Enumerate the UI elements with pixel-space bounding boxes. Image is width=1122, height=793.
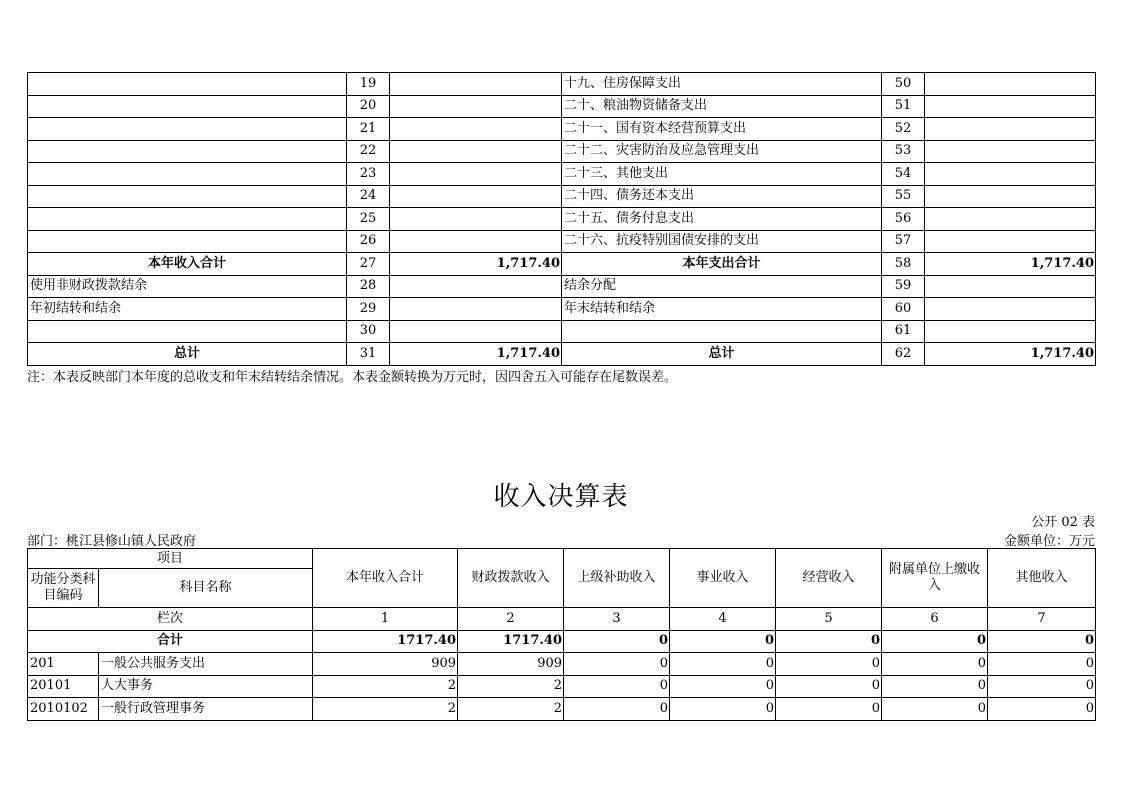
form-code: 公开 02 表 xyxy=(1031,515,1095,530)
amount-cell: 0 xyxy=(564,698,670,721)
amount-cell: 0 xyxy=(776,653,882,676)
line-number: 28 xyxy=(347,275,390,298)
line-number: 22 xyxy=(347,140,390,163)
amount-cell: 0 xyxy=(988,698,1096,721)
income-item-label: 本年收入合计 xyxy=(28,253,347,276)
amount-cell: 0 xyxy=(564,675,670,698)
expenditure-item-label: 二十一、国有资本经营预算支出 xyxy=(562,118,882,141)
line-number: 58 xyxy=(882,253,925,276)
header-col-4: 事业收入 xyxy=(670,549,776,608)
expenditure-item-label: 十九、住房保障支出 xyxy=(562,73,882,96)
subject-code: 201 xyxy=(28,653,99,676)
amount-cell: 2 xyxy=(458,675,564,698)
income-amount xyxy=(390,73,562,96)
table-row xyxy=(28,73,1096,96)
line-number: 61 xyxy=(882,320,925,343)
column-number: 5 xyxy=(776,608,882,631)
total-value: 0 xyxy=(882,630,988,653)
column-number: 3 xyxy=(564,608,670,631)
table-row xyxy=(28,298,1096,321)
header-name: 科目名称 xyxy=(99,569,313,608)
amount-cell: 0 xyxy=(882,675,988,698)
column-number: 7 xyxy=(988,608,1096,631)
income-amount xyxy=(390,208,562,231)
table-row xyxy=(28,230,1096,253)
expenditure-amount xyxy=(925,73,1096,96)
line-number: 62 xyxy=(882,343,925,366)
income-item-label xyxy=(28,73,347,96)
income-expenditure-summary-table xyxy=(27,72,1096,366)
amount-cell: 909 xyxy=(313,653,458,676)
line-number: 19 xyxy=(347,73,390,96)
column-number-label: 栏次 xyxy=(28,608,313,631)
amount-cell: 2 xyxy=(313,698,458,721)
department-label: 部门：桃江县修山镇人民政府 xyxy=(27,534,197,549)
expenditure-item-label: 二十五、债务付息支出 xyxy=(562,208,882,231)
expenditure-amount: 1,717.40 xyxy=(925,343,1096,366)
expenditure-item-label: 二十六、抗疫特别国债安排的支出 xyxy=(562,230,882,253)
income-amount xyxy=(390,298,562,321)
column-number: 2 xyxy=(458,608,564,631)
line-number: 54 xyxy=(882,163,925,186)
income-item-label xyxy=(28,230,347,253)
header-col-1: 本年收入合计 xyxy=(313,549,458,608)
total-row xyxy=(28,630,1096,653)
line-number: 27 xyxy=(347,253,390,276)
expenditure-amount xyxy=(925,118,1096,141)
header-col-6: 附属单位上缴收入 xyxy=(882,549,988,608)
income-item-label xyxy=(28,95,347,118)
expenditure-amount xyxy=(925,230,1096,253)
header-code: 功能分类科目编码 xyxy=(28,569,99,608)
table-row xyxy=(28,140,1096,163)
table-row xyxy=(28,653,1096,676)
income-item-label: 总计 xyxy=(28,343,347,366)
income-amount xyxy=(390,118,562,141)
amount-cell: 0 xyxy=(670,698,776,721)
amount-cell: 0 xyxy=(564,653,670,676)
amount-cell: 0 xyxy=(776,698,882,721)
column-number: 1 xyxy=(313,608,458,631)
income-item-label xyxy=(28,140,347,163)
expenditure-item-label: 结余分配 xyxy=(562,275,882,298)
subject-code: 2010102 xyxy=(28,698,99,721)
total-value: 0 xyxy=(988,630,1096,653)
table-row xyxy=(28,253,1096,276)
income-amount xyxy=(390,275,562,298)
amount-cell: 0 xyxy=(670,675,776,698)
income-item-label xyxy=(28,163,347,186)
line-number: 60 xyxy=(882,298,925,321)
total-value: 1717.40 xyxy=(458,630,564,653)
table-row xyxy=(28,118,1096,141)
total-value: 0 xyxy=(776,630,882,653)
line-number: 20 xyxy=(347,95,390,118)
page-title: 收入决算表 xyxy=(493,482,629,512)
line-number: 59 xyxy=(882,275,925,298)
column-number: 4 xyxy=(670,608,776,631)
amount-cell: 2 xyxy=(458,698,564,721)
expenditure-amount xyxy=(925,208,1096,231)
line-number: 56 xyxy=(882,208,925,231)
column-number-row xyxy=(28,608,1096,631)
income-amount xyxy=(390,320,562,343)
income-item-label: 年初结转和结余 xyxy=(28,298,347,321)
unit-label: 金额单位：万元 xyxy=(1003,534,1095,549)
income-item-label xyxy=(28,118,347,141)
line-number: 23 xyxy=(347,163,390,186)
income-amount xyxy=(390,140,562,163)
table-row xyxy=(28,163,1096,186)
line-number: 53 xyxy=(882,140,925,163)
header-col-7: 其他收入 xyxy=(988,549,1096,608)
line-number: 21 xyxy=(347,118,390,141)
header-item: 项目 xyxy=(28,549,313,569)
income-amount: 1,717.40 xyxy=(390,343,562,366)
line-number: 29 xyxy=(347,298,390,321)
amount-cell: 0 xyxy=(988,675,1096,698)
line-number: 30 xyxy=(347,320,390,343)
amount-cell: 0 xyxy=(670,653,776,676)
amount-cell: 0 xyxy=(776,675,882,698)
expenditure-item-label: 年末结转和结余 xyxy=(562,298,882,321)
header-col-5: 经营收入 xyxy=(776,549,882,608)
column-number: 6 xyxy=(882,608,988,631)
income-amount xyxy=(390,185,562,208)
total-value: 0 xyxy=(564,630,670,653)
expenditure-item-label: 二十、粮油物资储备支出 xyxy=(562,95,882,118)
header-col-3: 上级补助收入 xyxy=(564,549,670,608)
line-number: 50 xyxy=(882,73,925,96)
subject-name: 一般公共服务支出 xyxy=(99,653,313,676)
expenditure-item-label xyxy=(562,320,882,343)
header-row-1 xyxy=(28,549,1096,569)
income-item-label: 使用非财政拨款结余 xyxy=(28,275,347,298)
line-number: 57 xyxy=(882,230,925,253)
expenditure-item-label: 二十二、灾害防治及应急管理支出 xyxy=(562,140,882,163)
total-value: 1717.40 xyxy=(313,630,458,653)
table-row xyxy=(28,95,1096,118)
income-amount xyxy=(390,163,562,186)
income-final-accounts-table xyxy=(27,548,1096,721)
summary-note: 注：本表反映部门本年度的总收支和年末结转结余情况。本表金额转换为万元时，因四舍五入可能存在尾数误差。 xyxy=(27,370,678,385)
expenditure-amount xyxy=(925,185,1096,208)
expenditure-item-label: 本年支出合计 xyxy=(562,253,882,276)
expenditure-amount xyxy=(925,163,1096,186)
line-number: 51 xyxy=(882,95,925,118)
header-col-2: 财政拨款收入 xyxy=(458,549,564,608)
total-value: 0 xyxy=(670,630,776,653)
summary-table-body xyxy=(28,73,1096,366)
table-row xyxy=(28,208,1096,231)
line-number: 26 xyxy=(347,230,390,253)
table-row xyxy=(28,320,1096,343)
expenditure-amount xyxy=(925,298,1096,321)
expenditure-amount xyxy=(925,140,1096,163)
subject-name: 一般行政管理事务 xyxy=(99,698,313,721)
line-number: 25 xyxy=(347,208,390,231)
line-number: 24 xyxy=(347,185,390,208)
table-row xyxy=(28,185,1096,208)
income-item-label xyxy=(28,320,347,343)
expenditure-amount xyxy=(925,320,1096,343)
expenditure-amount xyxy=(925,95,1096,118)
expenditure-item-label: 二十四、债务还本支出 xyxy=(562,185,882,208)
income-amount: 1,717.40 xyxy=(390,253,562,276)
income-table-body xyxy=(28,653,1096,721)
expenditure-amount xyxy=(925,275,1096,298)
amount-cell: 909 xyxy=(458,653,564,676)
amount-cell: 0 xyxy=(988,653,1096,676)
subject-code: 20101 xyxy=(28,675,99,698)
income-item-label xyxy=(28,208,347,231)
table-row xyxy=(28,698,1096,721)
amount-cell: 0 xyxy=(882,653,988,676)
income-item-label xyxy=(28,185,347,208)
income-amount xyxy=(390,95,562,118)
table-row xyxy=(28,275,1096,298)
table-row xyxy=(28,675,1096,698)
line-number: 31 xyxy=(347,343,390,366)
amount-cell: 0 xyxy=(882,698,988,721)
expenditure-item-label: 总计 xyxy=(562,343,882,366)
income-amount xyxy=(390,230,562,253)
line-number: 52 xyxy=(882,118,925,141)
expenditure-amount: 1,717.40 xyxy=(925,253,1096,276)
expenditure-item-label: 二十三、其他支出 xyxy=(562,163,882,186)
table-row xyxy=(28,343,1096,366)
subject-name: 人大事务 xyxy=(99,675,313,698)
total-label: 合计 xyxy=(28,630,313,653)
line-number: 55 xyxy=(882,185,925,208)
amount-cell: 2 xyxy=(313,675,458,698)
